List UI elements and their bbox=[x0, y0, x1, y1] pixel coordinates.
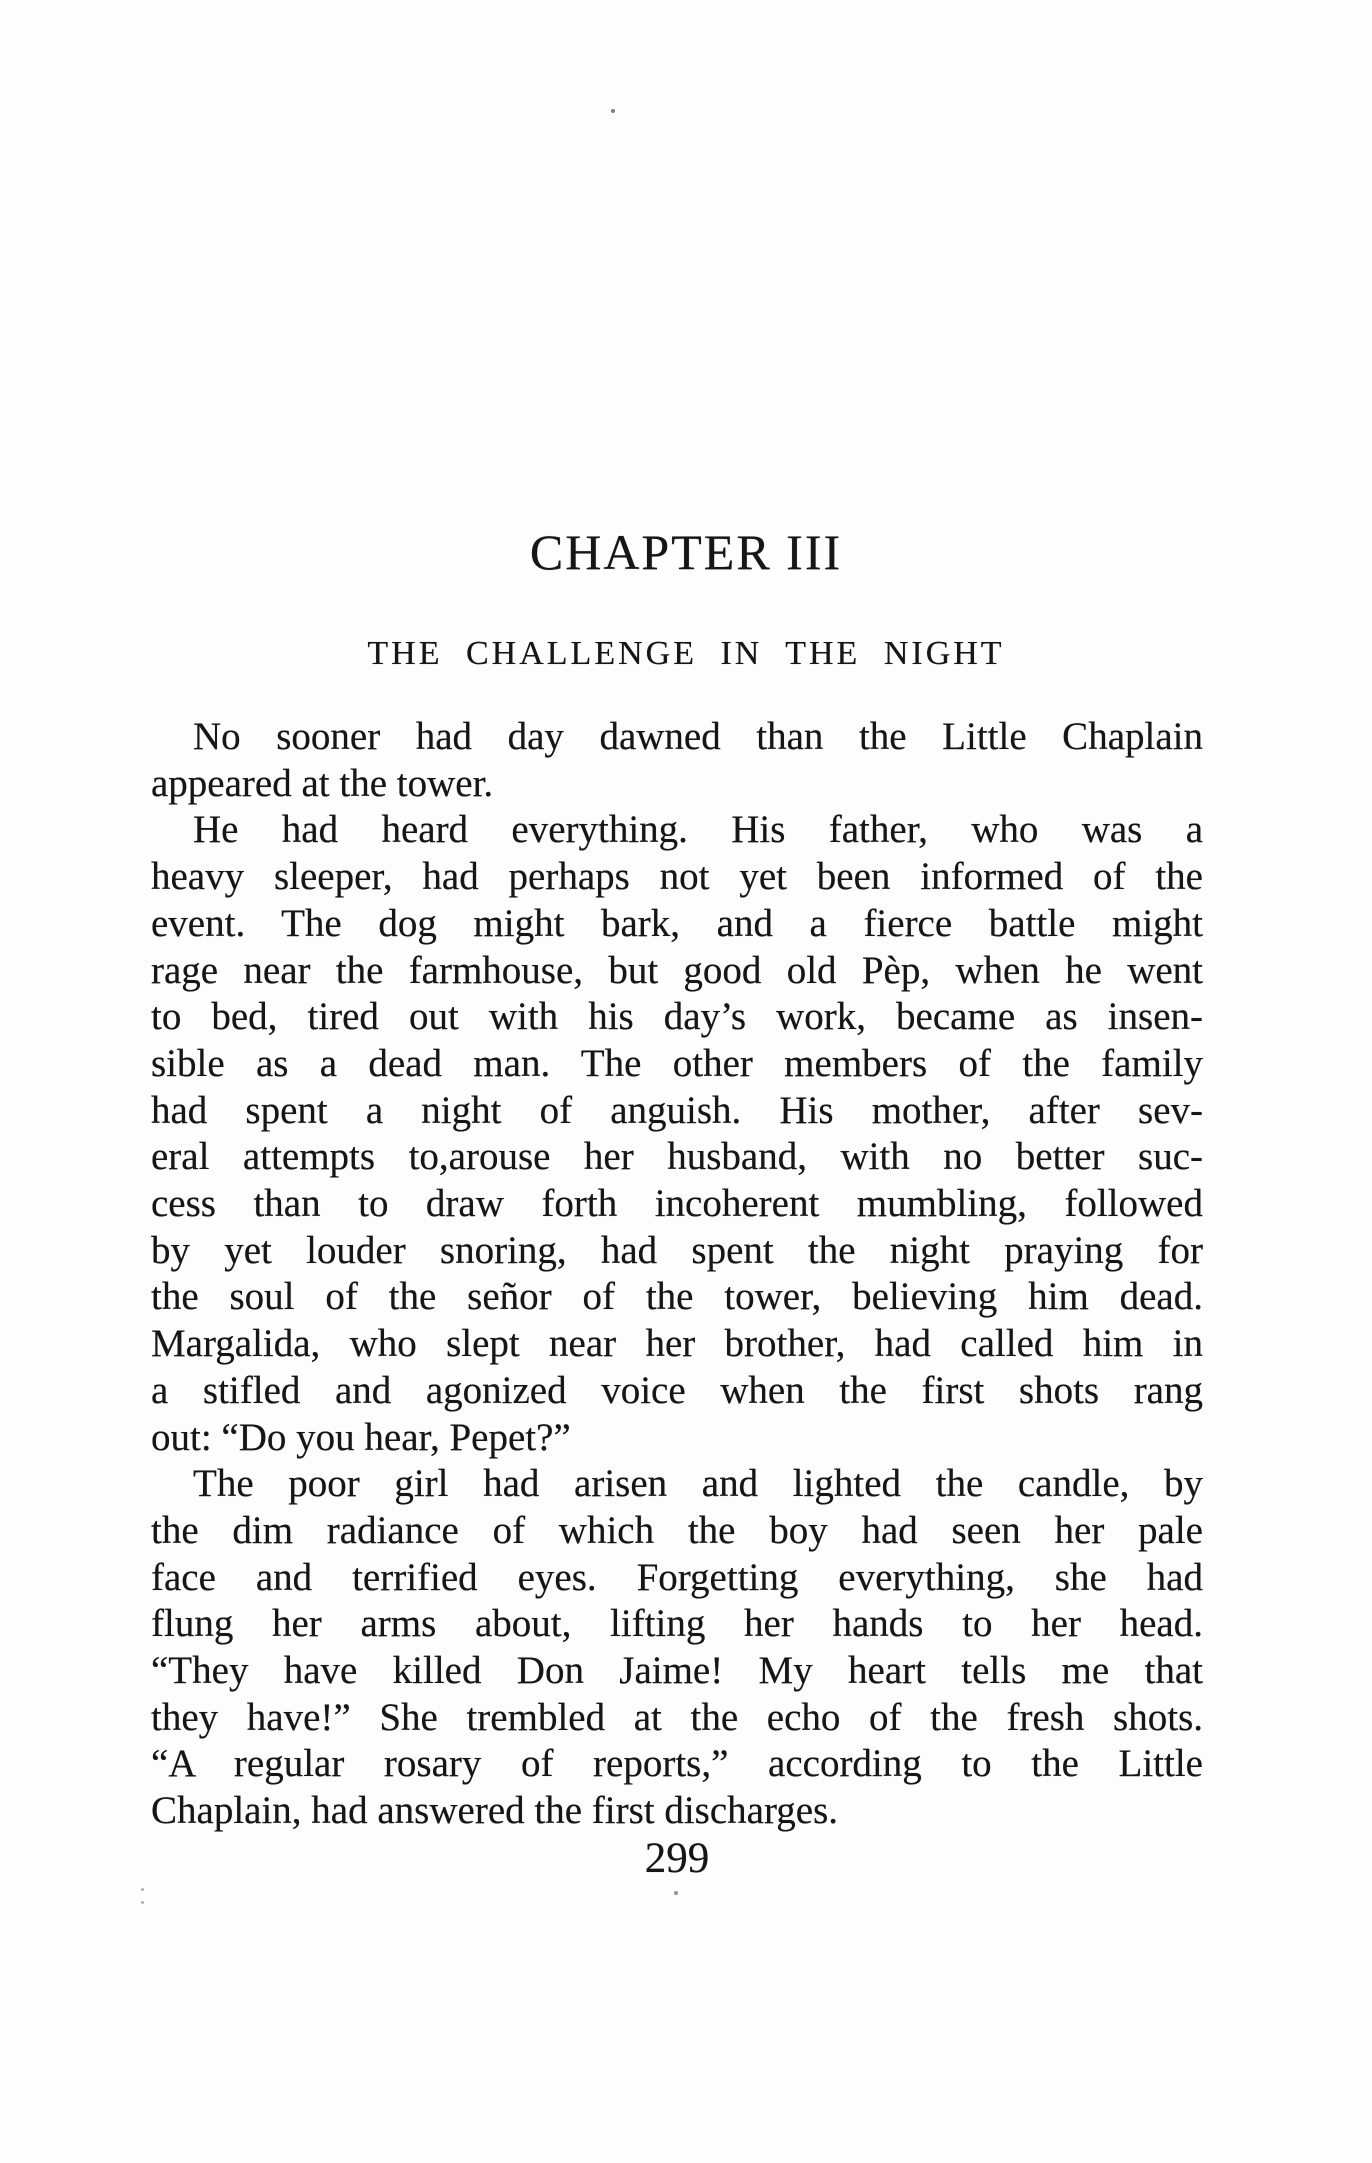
text-line: rage near the farmhouse, but good old Pèp, when he went bbox=[151, 948, 1203, 992]
scan-artifact-dot bbox=[141, 1888, 144, 1891]
text-line: event. The dog might bark, and a fierce battle might bbox=[151, 901, 1203, 945]
text-line: “They have killed Don Jaime! My heart tells me that bbox=[151, 1649, 1203, 1693]
text-line: to bed, tired out with his day’s work, became as insen- bbox=[151, 995, 1203, 1039]
text-line: the dim radiance of which the boy had seen her pale bbox=[151, 1508, 1203, 1552]
page-number: 299 bbox=[644, 1835, 710, 1882]
section-title: THE CHALLENGE IN THE NIGHT bbox=[367, 635, 1005, 672]
text-line: Margalida, who slept near her brother, had called him in bbox=[151, 1322, 1203, 1366]
text-line: by yet louder snoring, had spent the night praying for bbox=[151, 1228, 1203, 1272]
text-line: “A regular rosary of reports,” according to the Little bbox=[151, 1742, 1203, 1786]
text-line: Chaplain, had answered the first discharges. bbox=[151, 1789, 838, 1833]
scan-artifact-dot bbox=[611, 109, 615, 113]
body-text bbox=[151, 714, 1203, 1835]
text-line: He had heard everything. His father, who was a bbox=[193, 808, 1203, 852]
text-line: sible as a dead man. The other members of the family bbox=[151, 1041, 1203, 1085]
text-line: The poor girl had arisen and lighted the candle, by bbox=[193, 1462, 1203, 1506]
text-line: flung her arms about, lifting her hands to her head. bbox=[151, 1602, 1203, 1646]
scan-artifact-dot bbox=[141, 1901, 144, 1904]
text-line: had spent a night of anguish. His mother, after sev- bbox=[151, 1088, 1203, 1132]
text-line: they have!” She trembled at the echo of the fresh shots. bbox=[151, 1695, 1203, 1739]
text-line: heavy sleeper, had perhaps not yet been informed of the bbox=[151, 855, 1203, 899]
text-line: face and terrified eyes. Forgetting everything, she had bbox=[151, 1555, 1203, 1599]
text-line: a stifled and agonized voice when the first shots rang bbox=[151, 1368, 1203, 1412]
text-line: appeared at the tower. bbox=[151, 761, 494, 805]
text-line: out: “Do you hear, Pepet?” bbox=[151, 1415, 571, 1459]
text-line: eral attempts to,arouse her husband, with no better suc- bbox=[151, 1135, 1203, 1179]
scan-artifact-dot bbox=[674, 1891, 678, 1895]
chapter-title: CHAPTER III bbox=[529, 524, 843, 580]
text-line: the soul of the señor of the tower, believing him dead. bbox=[151, 1275, 1203, 1319]
text-line: cess than to draw forth incoherent mumbling, followed bbox=[151, 1182, 1203, 1226]
text-line: No sooner had day dawned than the Little Chaplain bbox=[193, 715, 1203, 758]
